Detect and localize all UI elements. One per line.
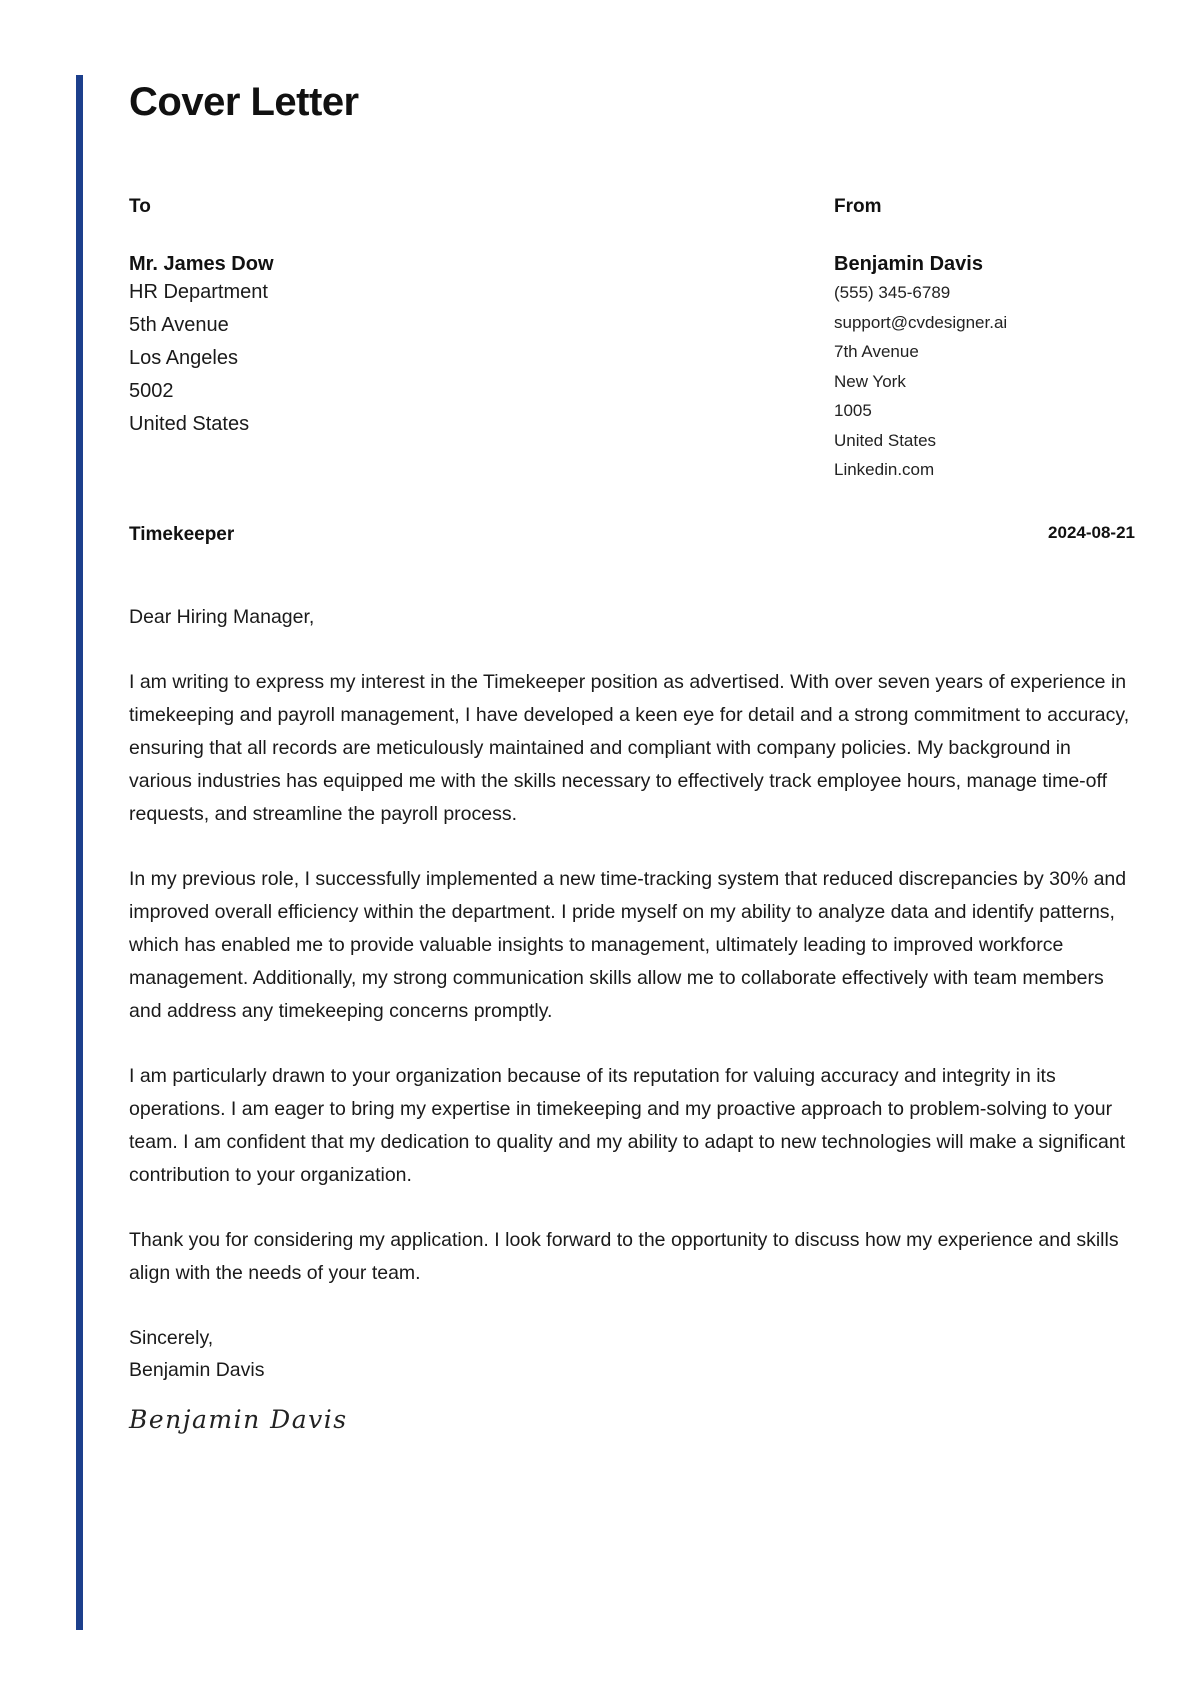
recipient-street: 5th Avenue: [129, 314, 229, 336]
closing-name: Benjamin Davis: [129, 1359, 265, 1381]
salutation: Dear Hiring Manager,: [129, 606, 315, 628]
job-title: Timekeeper: [129, 524, 235, 545]
recipient-block: [129, 196, 629, 441]
sender-contact: [834, 278, 1135, 485]
sender-email: support@cvdesigner.ai: [834, 312, 1008, 332]
sender-linkedin: Linkedin.com: [834, 460, 935, 479]
sender-street: 7th Avenue: [834, 342, 919, 361]
signature: Benjamin Davis: [129, 1405, 348, 1434]
letter-body: [129, 601, 1139, 1322]
sender-postal-code: 1005: [834, 401, 872, 420]
sender-city: New York: [834, 371, 906, 391]
recipient-name: Mr. James Dow: [129, 253, 274, 275]
paragraph-2: In my previous role, I successfully implemented a new time-tracking system that reduced discrepancies by 30% and improved overall efficiency within the department. I pride myself on my ability to analyze data and identify patterns, which has enabled me to provide valuable insights to management, ultimately leading to improved workforce management. Additionally, my strong communication skills allow me to collaborate effectively with team members and address any timekeeping concerns promptly.: [129, 868, 1127, 1022]
accent-bar: [76, 75, 83, 1630]
recipient-heading: To: [129, 196, 151, 217]
sender-name: Benjamin Davis: [834, 253, 983, 275]
sender-block: [834, 196, 1135, 485]
letter-date: 2024-08-21: [1048, 523, 1135, 542]
sender-phone: (555) 345-6789: [834, 283, 951, 302]
paragraph-3: I am particularly drawn to your organization because of its reputation for valuing accuracy and integrity in its operations. I am eager to bring my expertise in timekeeping and my proactive approach to problem-solving to your team. I am confident that my dedication to quality and my ability to adapt to new technologies will make a significant contribution to your organization.: [129, 1065, 1126, 1186]
recipient-department: HR Department: [129, 281, 268, 303]
paragraph-1: I am writing to express my interest in the Timekeeper position as advertised. With over seven years of experience in timekeeping and payroll management, I have developed a keen eye for detail and a strong commitment to accuracy, ensuring that all records are meticulously maintained and compliant with company policies. My background in various industries has equipped me with the skills necessary to effectively track employee hours, manage time-off requests, and streamline the payroll process.: [129, 671, 1130, 825]
recipient-postal-code: 5002: [129, 380, 174, 402]
paragraph-4: Thank you for considering my application. I look forward to the opportunity to discuss how my experience and skills align with the needs of your team.: [129, 1229, 1119, 1284]
recipient-city: Los Angeles: [129, 347, 238, 369]
page-title: Cover Letter: [129, 80, 359, 124]
sender-heading: From: [834, 196, 882, 217]
valediction: Sincerely,: [129, 1327, 214, 1349]
sender-country: United States: [834, 430, 937, 450]
recipient-address: [129, 276, 629, 441]
closing: [129, 1322, 264, 1386]
recipient-country: United States: [129, 413, 250, 435]
